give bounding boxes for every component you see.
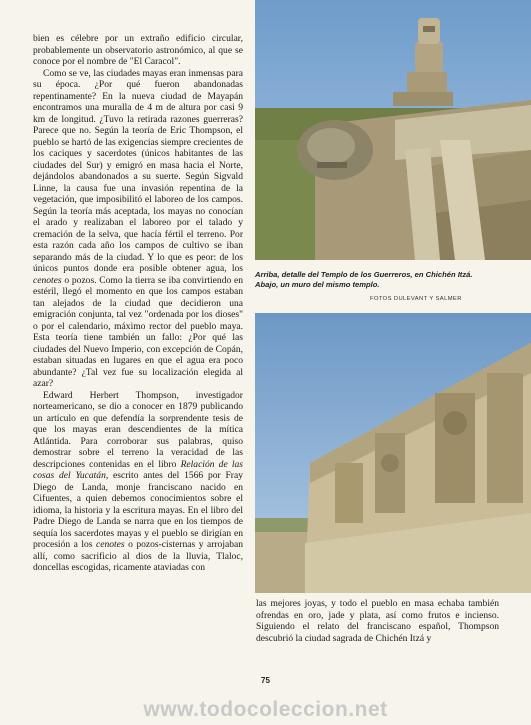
italic-term: cenotes bbox=[33, 274, 62, 286]
book-title: Relación de las cosas del Yucatán bbox=[33, 458, 244, 481]
temple-photo-illustration bbox=[255, 0, 531, 260]
article-continuation bbox=[256, 598, 499, 644]
italic-term: cenotes bbox=[95, 539, 125, 550]
photo-credit: FOTOS DULEVANT Y SALMER bbox=[370, 296, 462, 302]
paragraph-text: las mejores joyas, y todo el pueblo en masa echaba también ofrendas en oro, jade y plata, así como frutos e incienso. Siguiendo el relato del franciscano español, Thompson descubrió la ciudad sagrada de Chichén Itzá y bbox=[256, 598, 499, 644]
page-number: 75 bbox=[261, 676, 270, 685]
paragraph-text: , escrito antes del 1566 por Fray Diego de Landa, monje franciscano nacido en Cifuentes, a quien debemos conocimientos sobre el idioma, la historia y la escritura mayas. En el libro del Padre Diego de Landa se narra que en los tiempos de sequía los sacerdotes mayas y el pueblo se dirigían en procesión a los bbox=[33, 470, 243, 550]
paragraph-text: bien es célebre por un extraño edificio circular, probablemente un observatorio astronómico, al que se conoce por el nombre de "El Caracol". bbox=[33, 33, 243, 67]
paragraph-text: o pozos-cisternas y arrojaban allí, como sacrificio al dios de la lluvia, Tlaloc, doncellas escogidas, ricamente ataviadas con bbox=[33, 539, 244, 573]
photo-temple-warriors bbox=[255, 0, 531, 260]
paragraph-text: Como se ve, las ciudades mayas eran inmensas para su época. ¿Por qué fueron abandonadas repentinamente? En la nueva ciudad de Mayapán encontramos una muralla de 4 m de altura por casi 9 km de longitud. ¿Tuvo la retirada razones guerreras? Parece que no. Según la teoría de Eric Thompson, el pueblo se hartó de las exigencias siempre crecientes de los caciques y sacerdotes (únicos habitantes de las ciudades del Sur) y emigró en masa hacia el Norte, dejándolos abandonados a su suerte. Según Sigvald Linne, la causa fue una invasión repentina de la vegetación, que imposibilitó el laboreo de los campos. Según la teoría más aceptada, los mayas no conocían el arado y realizaban el laboreo por el talado y cremación de la selva, que hacía fértil el terreno. Por esta razón cada año los campos de cultivo se iban separando más de la ciudad. Y lo que es peor: de los únicos puntos donde era posible obtener agua, los bbox=[33, 67, 243, 274]
article-left-column bbox=[33, 33, 243, 574]
paragraph-text: Edward Herbert Thompson, investigador norteamericano, se dio a conocer en 1879 publicando un artículo en que defendía la sorprendente tesis de que los mayas eran descendientes de la mítica Atlántida. Para corroborar sus palabras, quiso demostrar sobre el terreno la veracidad de las descripciones contenidas en el libro bbox=[33, 389, 243, 470]
article-paragraph bbox=[33, 68, 243, 390]
wall-photo-illustration bbox=[255, 313, 531, 593]
photo-caption bbox=[255, 270, 485, 290]
caption-text: Arriba, detalle del Templo de los Guerreros, en Chichén Itzá. Abajo, un muro del mismo templo. bbox=[255, 270, 473, 289]
article-paragraph bbox=[33, 33, 243, 68]
article-paragraph bbox=[33, 390, 243, 574]
paragraph-text: o pozos. Como la tierra se iba convirtiendo en estéril, llegó el momento en que los campos estaban tan alejados de la ciudad que decidieron una emigración conjunta, tal vez "ordenada por los dioses" o por el calendario, máximo rector del pueblo maya. Esta teoría tiene también un fallo: ¿Por qué las ciudades del Nuevo Imperio, con excepción de Copán, estaban situadas en lugares en que el agua era poco abundante? ¿Tal vez fue su localización elegida al azar? bbox=[33, 274, 243, 389]
photo-temple-wall bbox=[255, 313, 531, 593]
watermark: www.todocoleccion.net bbox=[143, 698, 388, 721]
